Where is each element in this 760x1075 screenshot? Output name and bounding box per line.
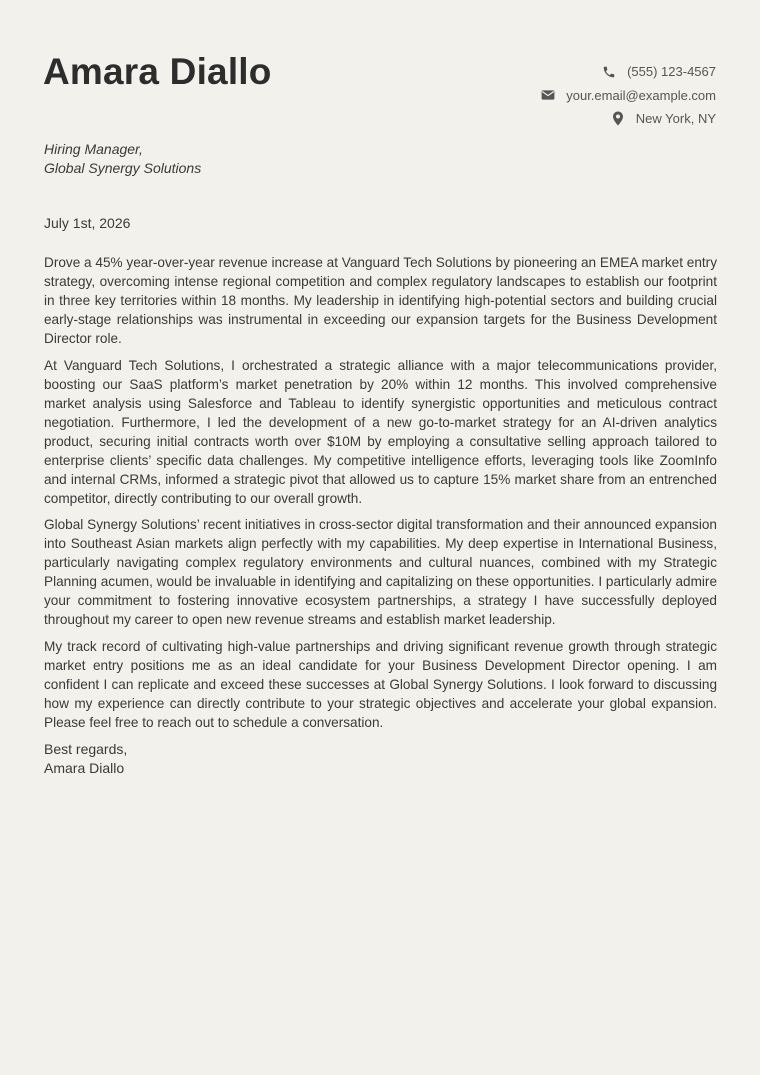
phone-icon [601, 64, 617, 80]
closing-signature: Amara Diallo [44, 759, 125, 776]
applicant-name: Amara Diallo [43, 51, 272, 92]
phone-text[interactable]: (555) 123-4567 [627, 64, 716, 80]
map-pin-icon [610, 111, 626, 127]
letter-body [44, 253, 717, 778]
location-text: New York, NY [635, 111, 716, 127]
body-paragraph: My track record of cultivating high-value partnerships and driving significant revenue growth through strategic market entry positions me as an ideal candidate for your Business Development Director opening. I am confident I can replicate and exceed these successes at Global Synergy Solutions. I look forward to discussing how my experience can directly contribute to your strategic objectives and accelerate your global expansion. Please feel free to reach out to schedule a conversation. [44, 638, 717, 730]
body-paragraph: Drove a 45% year-over-year revenue increase at Vanguard Tech Solutions by pioneering an EMEA market entry strategy, overcoming intense regional competition and complex regulatory landscapes to establish our footprint in three key territories within 18 months. My leadership in identifying high-potential sectors and building crucial early-stage relationships was instrumental in exceeding our expansion targets for the Business Development Director role. [44, 255, 717, 346]
envelope-icon [540, 87, 556, 103]
recipient-block [44, 140, 201, 178]
recipient-company: Global Synergy Solutions [44, 160, 202, 176]
contact-block [540, 60, 716, 131]
contact-phone [540, 60, 716, 84]
contact-email [540, 84, 716, 108]
body-paragraph: At Vanguard Tech Solutions, I orchestrated a strategic alliance with a major telecommunications provider, boosting our SaaS platform’s market penetration by 20% within 12 months. This involved comprehensive market analysis using Salesforce and Tableau to identify synergistic opportunities and meticulous contract negotiation. Furthermore, I led the development of a new go-to-market strategy for an AI-driven analytics product, securing initial contracts worth over $10M by employing a consultative selling approach tailored to enterprise clients’ specific data challenges. My competitive intelligence efforts, leveraging tools like ZoomInfo and internal CRMs, informed a strategic pivot that allowed us to capture 15% market share from an entrenched competitor, directly contributing to our overall growth. [44, 357, 717, 506]
letter-date: July 1st, 2026 [44, 215, 131, 231]
closing-salutation: Best regards, [44, 740, 128, 757]
email-text[interactable]: your.email@example.com [566, 87, 716, 103]
recipient-title: Hiring Manager, [44, 141, 143, 157]
closing-block [44, 740, 717, 778]
contact-location [540, 107, 716, 131]
body-paragraph: Global Synergy Solutions’ recent initiatives in cross-sector digital transformation and their announced expansion into Southeast Asian markets align perfectly with my capabilities. My deep expertise in International Business, particularly navigating complex regulatory environments and cultural nuances, combined with my Strategic Planning acumen, would be invaluable in identifying and capitalizing on these opportunities. I particularly admire your commitment to fostering innovative ecosystem partnerships, a strategy I have successfully deployed throughout my career to open new revenue streams and establish market leadership. [44, 517, 717, 627]
